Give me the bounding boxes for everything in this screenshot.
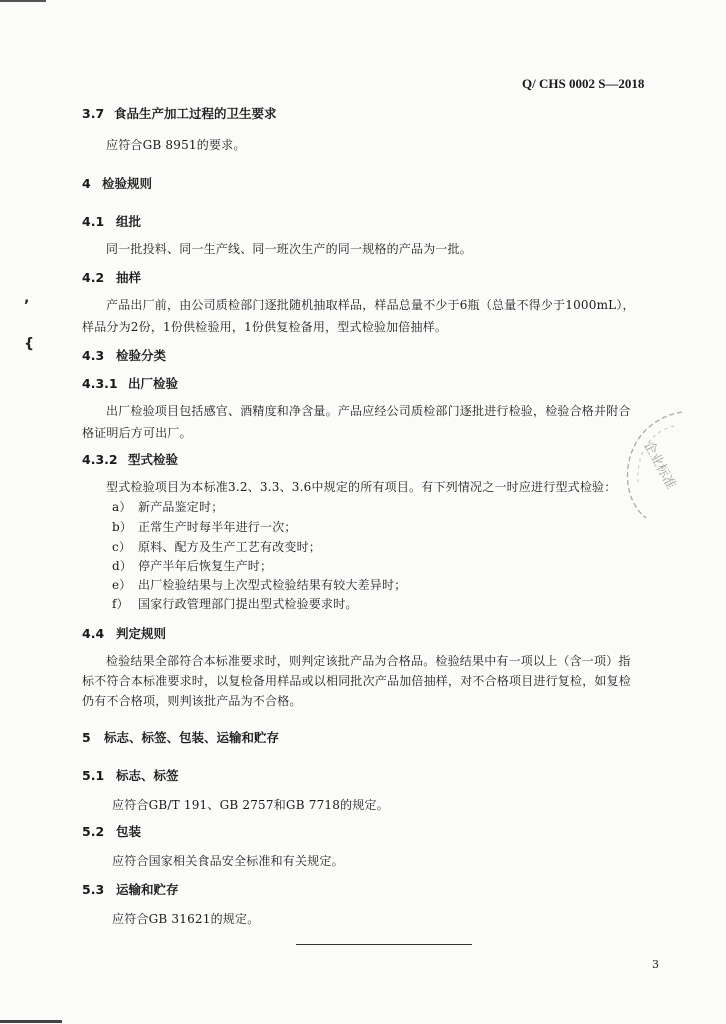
list-item-text: 停产半年后恢复生产时；: [138, 559, 273, 573]
section-4-1-heading: [82, 212, 141, 230]
list-item-text: 新产品鉴定时；: [138, 500, 224, 514]
margin-mark: {: [24, 336, 34, 352]
list-item: [112, 557, 272, 574]
section-number: 3.7: [82, 106, 105, 121]
list-item: [112, 538, 321, 555]
section-title: 组批: [116, 214, 142, 229]
section-4-3-1-body-line1: 出厂检验项目包括感官、酒精度和净含量。产品应经公司质检部门逐批进行检验，检验合格并附合: [106, 404, 631, 418]
section-4-3-2-heading: [82, 450, 178, 468]
list-marker: f）: [112, 597, 129, 611]
section-4-2-heading: [82, 268, 141, 286]
list-marker: a）: [112, 500, 132, 514]
scan-edge-line: [0, 0, 46, 2]
section-title: 检验规则: [102, 176, 153, 191]
section-title: 包装: [116, 824, 142, 839]
section-number: 4.2: [82, 270, 105, 285]
section-4-3-1-body-line2: 格证明后方可出厂。: [82, 426, 192, 440]
section-4-1-body: 同一批投料、同一生产线、同一班次生产的同一规格的产品为一批。: [106, 242, 473, 256]
list-item: [112, 518, 297, 535]
section-title: 出厂检验: [128, 376, 179, 391]
section-5-3-body: 应符合GB 31621的规定。: [112, 912, 260, 926]
section-4-3-heading: [82, 346, 166, 364]
section-4-4-heading: [82, 624, 166, 642]
seal-text: 企业标准: [640, 438, 679, 492]
section-4-heading: [82, 174, 152, 192]
section-4-2-body-line2: 样品分为2份，1份供检验用，1份供复检备用，型式检验加倍抽样。: [82, 320, 448, 334]
section-4-3-1-heading: [82, 374, 178, 392]
section-number: 5.1: [82, 768, 105, 783]
page-number: 3: [652, 958, 659, 971]
section-title: 检验分类: [116, 348, 167, 363]
list-item: [112, 576, 406, 593]
list-marker: d）: [112, 559, 133, 573]
scan-edge-line: [0, 1020, 62, 1023]
section-5-1-body: 应符合GB/T 191、GB 2757和GB 7718的规定。: [112, 798, 389, 812]
section-5-2-heading: [82, 822, 141, 840]
list-marker: e）: [112, 578, 132, 592]
section-number: 5.2: [82, 824, 105, 839]
section-title: 标志、标签、包装、运输和贮存: [104, 730, 280, 745]
section-title: 标志、标签: [116, 768, 179, 783]
section-4-4-body-line3: 仍有不合格项，则判该批产品为不合格。: [82, 694, 302, 708]
company-seal-stamp: [616, 408, 688, 520]
list-item-text: 正常生产时每半年进行一次；: [138, 520, 297, 534]
list-marker: b）: [112, 520, 133, 534]
section-5-heading: [82, 728, 279, 746]
section-4-4-body-line2: 标不符合本标准要求时，以复检备用样品或以相同批次产品加倍抽样，对不合格项目进行复检，如复检: [82, 674, 632, 688]
section-number: 4.3: [82, 348, 105, 363]
section-4-2-body-line1: 产品出厂前，由公司质检部门逐批随机抽取样品，样品总量不少于6瓶（总量不得少于1000mL），: [106, 298, 635, 312]
list-item: [112, 595, 358, 612]
section-title: 食品生产加工过程的卫生要求: [114, 106, 277, 121]
list-item-text: 出厂检验结果与上次型式检验结果有较大差异时；: [138, 578, 407, 592]
section-3-7-heading: [82, 104, 277, 122]
list-marker: c）: [112, 540, 132, 554]
margin-mark: ’: [24, 298, 30, 314]
section-number: 4: [82, 176, 91, 191]
section-4-3-2-intro: 型式检验项目为本标准3.2、3.3、3.6中规定的所有项目。有下列情况之一时应进行型式检验：: [106, 480, 617, 494]
section-3-7-body: 应符合GB 8951的要求。: [106, 138, 246, 152]
section-title: 型式检验: [128, 452, 179, 467]
section-number: 5.3: [82, 882, 105, 897]
document-code: Q/ CHS 0002 S—2018: [522, 76, 645, 91]
section-title: 运输和贮存: [116, 882, 179, 897]
section-number: 4.3.1: [82, 376, 118, 391]
section-4-4-body-line1: 检验结果全部符合本标准要求时，则判定该批产品为合格品。检验结果中有一项以上（含一项）指: [106, 654, 631, 668]
section-title: 抽样: [116, 270, 142, 285]
footer-rule: [296, 944, 472, 945]
section-number: 5: [82, 730, 91, 745]
section-5-1-heading: [82, 766, 179, 784]
section-5-2-body: 应符合国家相关食品安全标准和有关规定。: [112, 854, 344, 868]
list-item-text: 原料、配方及生产工艺有改变时；: [138, 540, 322, 554]
section-5-3-heading: [82, 880, 179, 898]
list-item: [112, 498, 223, 515]
section-number: 4.4: [82, 626, 105, 641]
list-item-text: 国家行政管理部门提出型式检验要求时。: [138, 597, 358, 611]
section-number: 4.1: [82, 214, 105, 229]
section-title: 判定规则: [116, 626, 167, 641]
section-number: 4.3.2: [82, 452, 118, 467]
